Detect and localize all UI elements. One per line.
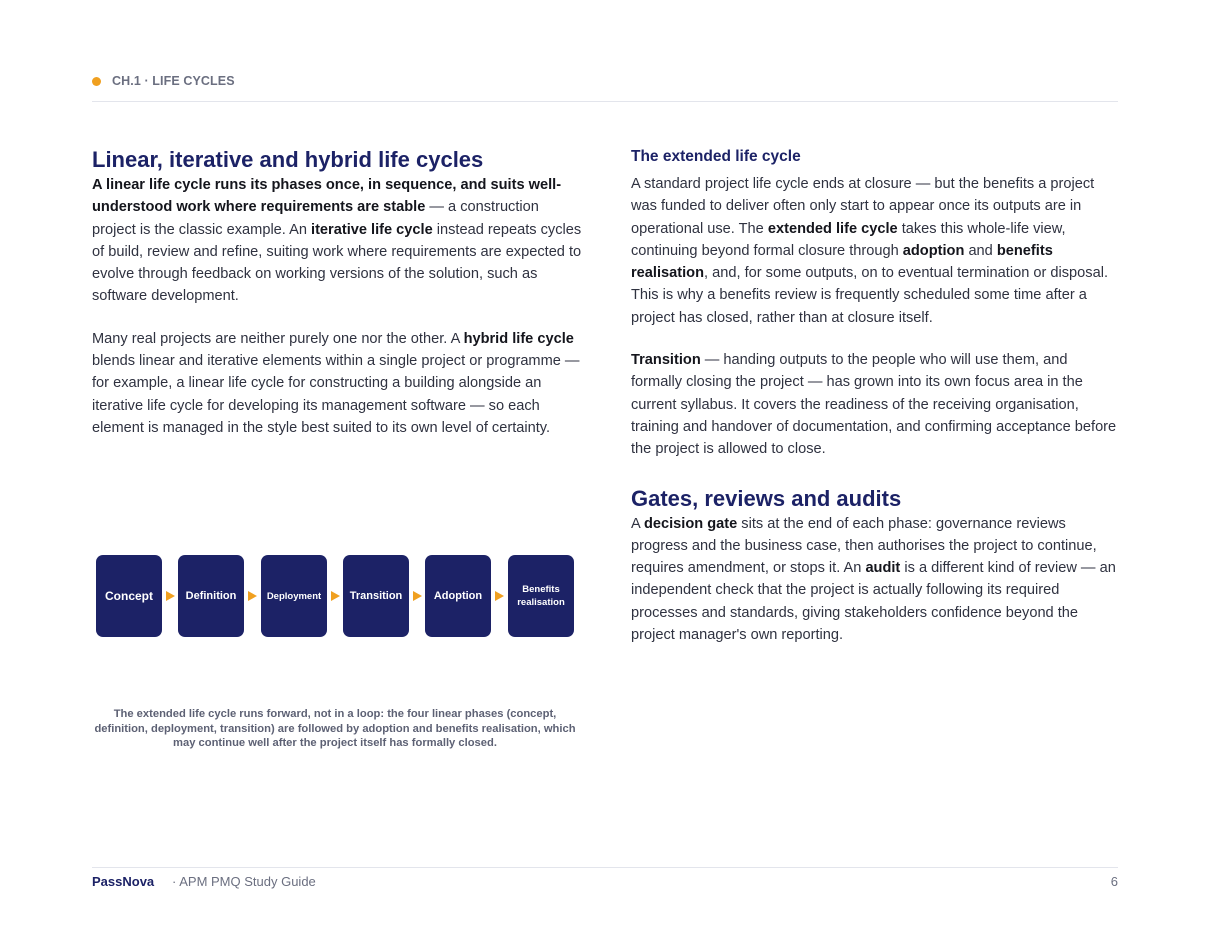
text-run: is a different kind of review — an independent check that the project is actually following its required processes and standards, giving stakeholders confidence beyond the project manager's own reporting. [631, 560, 1116, 644]
phase-deployment: Deployment [261, 555, 327, 637]
text-run: takes this whole-life view, continuing beyond formal closure through [631, 220, 1066, 259]
bold-term: iterative life cycle [311, 221, 433, 238]
guide-title: · APM PMQ Study Guide [172, 874, 316, 889]
page-number: 6 [1110, 874, 1118, 889]
text-run: blends linear and iterative elements within a single project or programme — for example, a linear life cycle for constructing a building alongside an iterative life cycle for developing its management software — so each element is managed in the style best suited to its own level of certainty. [92, 353, 580, 436]
arrow-right-icon [248, 591, 257, 601]
section-heading-gates: Gates, reviews and audits [631, 485, 902, 511]
phase-benefits-realisation: Benefits realisation [508, 555, 574, 637]
phase-adoption: Adoption [425, 555, 491, 637]
text-run: — a construction project is the classic example. An [92, 199, 539, 238]
section-heading-extended-life-cycle: The extended life cycle [631, 148, 801, 165]
arrow-right-icon [413, 591, 422, 601]
paragraph-extended-life-cycle [631, 173, 1118, 329]
page-footer [92, 867, 1118, 898]
bold-term: hybrid life cycle [463, 330, 574, 347]
right-column [631, 146, 1118, 646]
arrow-right-icon [331, 591, 340, 601]
bold-term: A linear life cycle runs its phases once, in sequence, and suits well-understood work where requirements are stable [92, 177, 562, 216]
bold-term: decision gate [643, 515, 738, 532]
phase-concept: Concept [96, 555, 162, 637]
text-run: A standard project life cycle ends at closure — but the benefits a project was funded to deliver often only start to appear once its outputs are in operational use. The [631, 176, 1095, 237]
brand-name: PassNova [92, 874, 155, 889]
diagram-caption: The extended life cycle runs forward, not in a loop: the four linear phases (concept, definition, deployment, transition) are followed by adoption and benefits realisation, which may continue well after the project itself has formally closed. [94, 708, 576, 750]
extended-life-cycle-diagram [96, 555, 576, 637]
chapter-label: CH.1 · LIFE CYCLES [112, 74, 235, 88]
chapter-bullet-icon [92, 77, 101, 86]
bold-term: benefits realisation [631, 242, 1053, 282]
phase-definition: Definition [178, 555, 244, 637]
text-run: Many real projects are neither purely one nor the other. A [92, 330, 464, 347]
bold-term: audit [865, 560, 901, 577]
text-run: instead repeats cycles of build, review and refine, suiting work where requirements are expected to evolve through feedback on working versions of the solution, such as software development. [92, 221, 582, 305]
bold-term: Transition [631, 352, 701, 369]
bold-term: adoption [902, 242, 965, 259]
phase-transition: Transition [343, 555, 409, 637]
paragraph-gates-audits [631, 513, 1118, 647]
bold-term: extended life cycle [767, 220, 898, 237]
arrow-right-icon [495, 591, 504, 601]
paragraph-linear-iterative [92, 174, 584, 308]
paragraph-hybrid [92, 328, 584, 439]
chapter-header [92, 73, 1118, 102]
arrow-right-icon [166, 591, 175, 601]
paragraph-transition [631, 349, 1118, 460]
text-run: , and, for some outputs, on to eventual termination or disposal. This is why a benefits review is frequently scheduled some time after a project has closed, rather than at closure itself. [631, 265, 1108, 326]
section-heading-life-cycles: Linear, iterative and hybrid life cycles [92, 147, 484, 172]
text-run: and [964, 242, 997, 259]
left-column [92, 146, 584, 439]
text-run: A [631, 515, 644, 532]
text-run: sits at the end of each phase: governance reviews progress and the business case, then authorises the project to continue, requires amendment, or stops it. An [631, 515, 1097, 577]
text-run: — handing outputs to the people who will use them, and formally closing the project — has grown into its own focus area in the current syllabus. It covers the readiness of the receiving organisation, training and handover of documentation, and confirming acceptance before the project is allowed to close. [631, 352, 1117, 458]
